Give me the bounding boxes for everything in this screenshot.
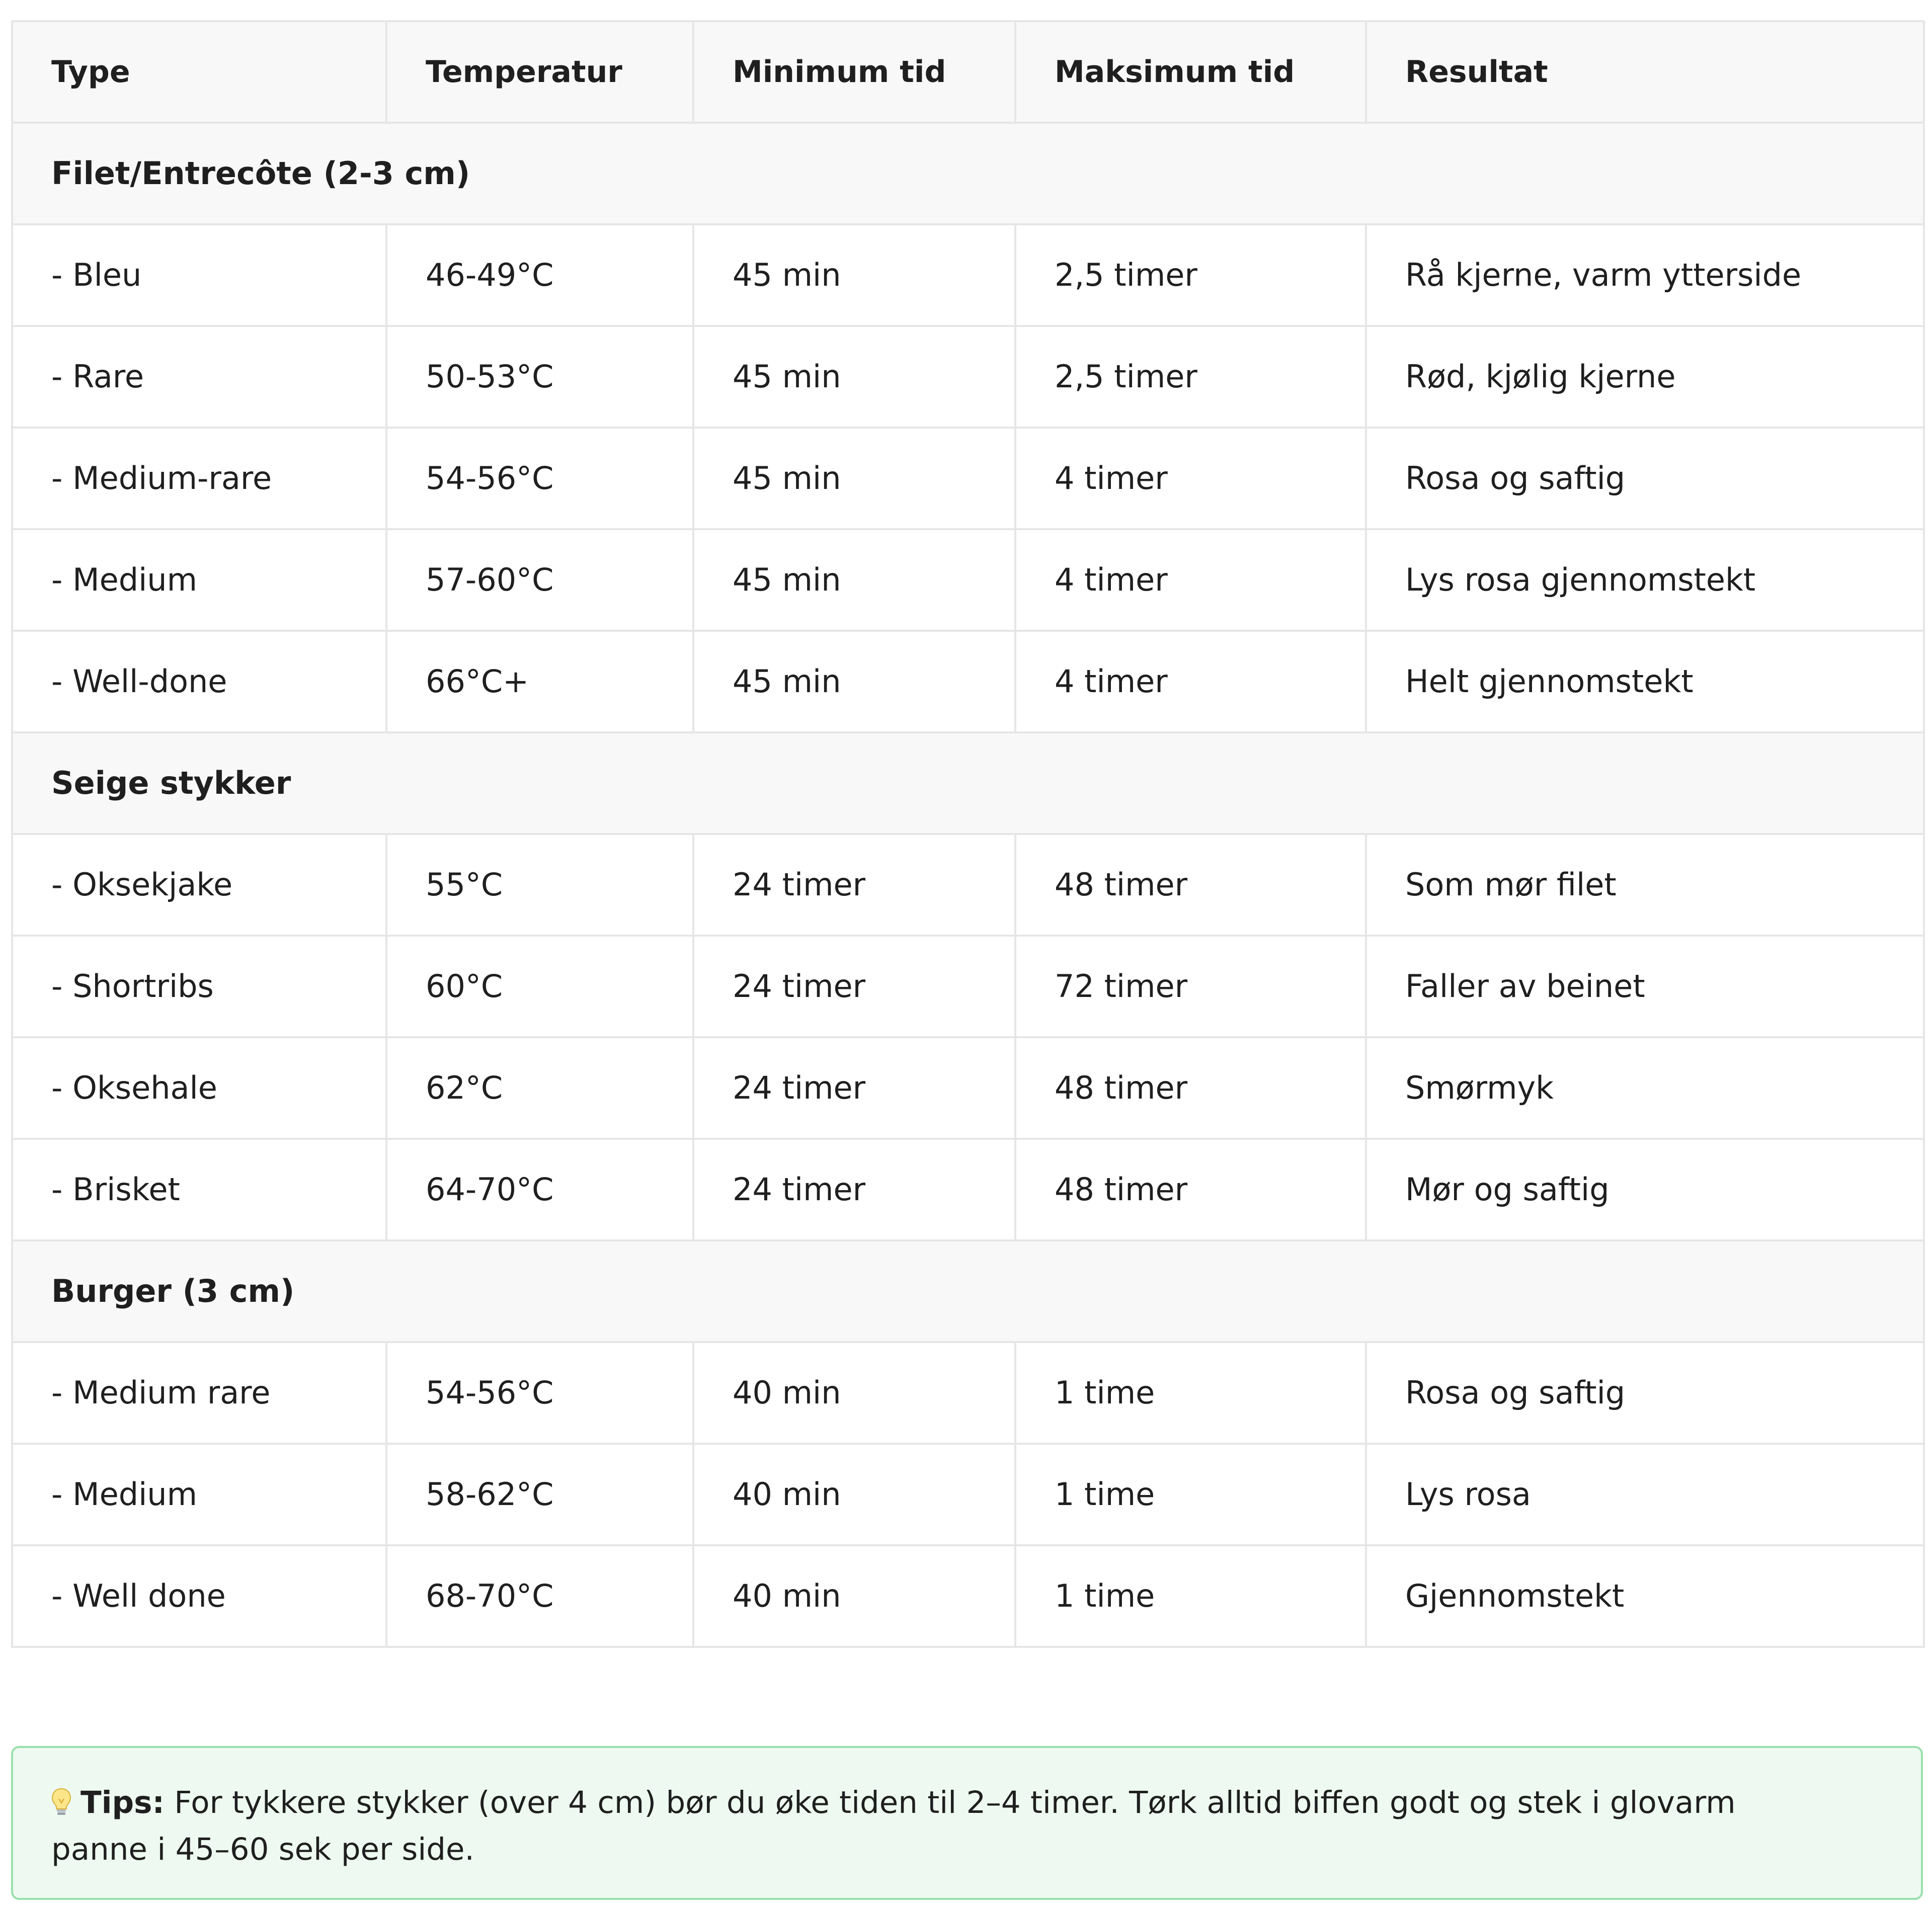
header-row bbox=[12, 21, 1924, 123]
cell-max-time: 1 time bbox=[1015, 1444, 1366, 1545]
cell-temperature: 54-56°C bbox=[386, 428, 693, 529]
cell-type: - Oksekjake bbox=[12, 834, 386, 936]
table-row bbox=[12, 224, 1924, 326]
cell-type: - Well done bbox=[12, 1545, 386, 1647]
table-row bbox=[12, 1545, 1924, 1647]
cell-min-time: 40 min bbox=[693, 1444, 1015, 1545]
cell-max-time: 4 timer bbox=[1015, 529, 1366, 631]
cell-temperature: 60°C bbox=[386, 936, 693, 1037]
cell-type: - Well-done bbox=[12, 631, 386, 732]
cell-type: - Rare bbox=[12, 326, 386, 428]
header-max-time: Maksimum tid bbox=[1015, 21, 1366, 123]
cell-max-time: 2,5 timer bbox=[1015, 326, 1366, 428]
cell-result: Faller av beinet bbox=[1366, 936, 1924, 1037]
table-body bbox=[12, 123, 1924, 1647]
header-min-time: Minimum tid bbox=[693, 21, 1015, 123]
cell-min-time: 24 timer bbox=[693, 936, 1015, 1037]
cell-min-time: 24 timer bbox=[693, 1139, 1015, 1240]
cell-type: - Medium-rare bbox=[12, 428, 386, 529]
group-title: Seige stykker bbox=[12, 732, 1924, 834]
cell-max-time: 4 timer bbox=[1015, 428, 1366, 529]
cell-temperature: 46-49°C bbox=[386, 224, 693, 326]
cell-result: Som mør filet bbox=[1366, 834, 1924, 936]
cell-temperature: 66°C+ bbox=[386, 631, 693, 732]
cell-max-time: 48 timer bbox=[1015, 1037, 1366, 1139]
cell-max-time: 2,5 timer bbox=[1015, 224, 1366, 326]
cell-temperature: 54-56°C bbox=[386, 1342, 693, 1444]
cell-result: Rosa og saftig bbox=[1366, 1342, 1924, 1444]
cell-max-time: 72 timer bbox=[1015, 936, 1366, 1037]
header-result: Resultat bbox=[1366, 21, 1924, 123]
group-title: Burger (3 cm) bbox=[12, 1240, 1924, 1342]
cell-min-time: 45 min bbox=[693, 631, 1015, 732]
sous-vide-table-container bbox=[11, 20, 1923, 1648]
table-row bbox=[12, 631, 1924, 732]
cell-max-time: 4 timer bbox=[1015, 631, 1366, 732]
cell-max-time: 1 time bbox=[1015, 1342, 1366, 1444]
group-row-filet bbox=[12, 123, 1924, 224]
header-type: Type bbox=[12, 21, 386, 123]
cell-result: Rå kjerne, varm ytterside bbox=[1366, 224, 1924, 326]
group-row-burger bbox=[12, 1240, 1924, 1342]
cell-result: Lys rosa bbox=[1366, 1444, 1924, 1545]
tip-box bbox=[11, 1746, 1923, 1900]
lightbulb-icon bbox=[51, 1783, 71, 1812]
cell-type: - Medium bbox=[12, 529, 386, 631]
cell-type: - Medium rare bbox=[12, 1342, 386, 1444]
table-row bbox=[12, 326, 1924, 428]
cell-max-time: 48 timer bbox=[1015, 1139, 1366, 1240]
cell-min-time: 24 timer bbox=[693, 834, 1015, 936]
cell-type: - Oksehale bbox=[12, 1037, 386, 1139]
cell-type: - Medium bbox=[12, 1444, 386, 1545]
cell-min-time: 45 min bbox=[693, 428, 1015, 529]
table-row bbox=[12, 1037, 1924, 1139]
cell-result: Mør og saftig bbox=[1366, 1139, 1924, 1240]
table-row bbox=[12, 529, 1924, 631]
table-row bbox=[12, 1139, 1924, 1240]
cell-type: - Brisket bbox=[12, 1139, 386, 1240]
cell-temperature: 68-70°C bbox=[386, 1545, 693, 1647]
sous-vide-table bbox=[11, 20, 1925, 1648]
cell-result: Rosa og saftig bbox=[1366, 428, 1924, 529]
cell-result: Smørmyk bbox=[1366, 1037, 1924, 1139]
cell-min-time: 45 min bbox=[693, 326, 1015, 428]
table-row bbox=[12, 428, 1924, 529]
cell-min-time: 24 timer bbox=[693, 1037, 1015, 1139]
cell-type: - Bleu bbox=[12, 224, 386, 326]
cell-type: - Shortribs bbox=[12, 936, 386, 1037]
cell-result: Helt gjennomstekt bbox=[1366, 631, 1924, 732]
cell-min-time: 45 min bbox=[693, 224, 1015, 326]
cell-min-time: 40 min bbox=[693, 1545, 1015, 1647]
cell-min-time: 40 min bbox=[693, 1342, 1015, 1444]
table-row bbox=[12, 936, 1924, 1037]
table-row bbox=[12, 1444, 1924, 1545]
group-row-seige-stykker bbox=[12, 732, 1924, 834]
cell-max-time: 48 timer bbox=[1015, 834, 1366, 936]
cell-temperature: 62°C bbox=[386, 1037, 693, 1139]
cell-temperature: 55°C bbox=[386, 834, 693, 936]
table-header bbox=[12, 21, 1924, 123]
table-row bbox=[12, 1342, 1924, 1444]
cell-temperature: 50-53°C bbox=[386, 326, 693, 428]
cell-min-time: 45 min bbox=[693, 529, 1015, 631]
cell-result: Rød, kjølig kjerne bbox=[1366, 326, 1924, 428]
table-row bbox=[12, 834, 1924, 936]
cell-max-time: 1 time bbox=[1015, 1545, 1366, 1647]
header-temperature: Temperatur bbox=[386, 21, 693, 123]
cell-temperature: 58-62°C bbox=[386, 1444, 693, 1545]
tip-label: Tips: bbox=[80, 1785, 165, 1820]
tip-text: For tykkere stykker (over 4 cm) bør du øke tiden til 2–4 timer. Tørk alltid biffen godt og stek i glovarm panne i 45–60 sek per side. bbox=[51, 1785, 1736, 1867]
cell-temperature: 57-60°C bbox=[386, 529, 693, 631]
cell-temperature: 64-70°C bbox=[386, 1139, 693, 1240]
cell-result: Lys rosa gjennomstekt bbox=[1366, 529, 1924, 631]
group-title: Filet/Entrecôte (2-3 cm) bbox=[12, 123, 1924, 224]
cell-result: Gjennomstekt bbox=[1366, 1545, 1924, 1647]
